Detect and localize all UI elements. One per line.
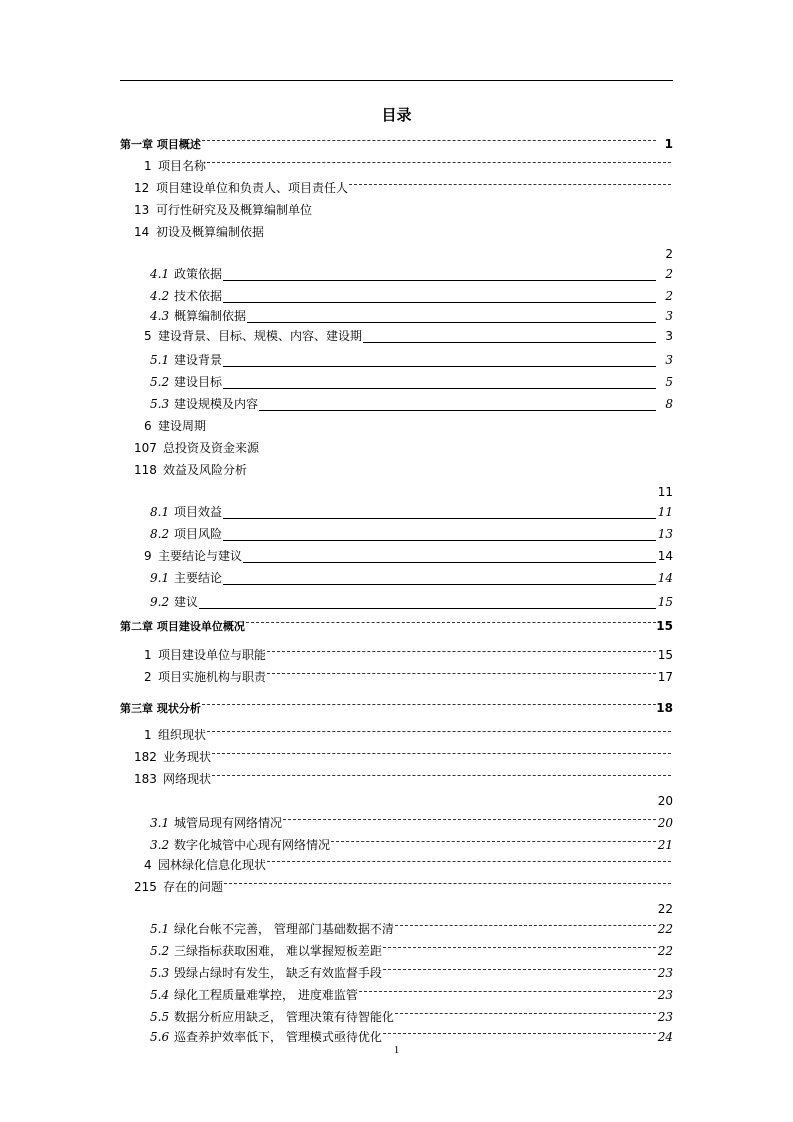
page-number: 20 bbox=[657, 794, 673, 808]
subsection-number: 8.1 bbox=[150, 505, 170, 519]
page-number: 8 bbox=[665, 397, 673, 411]
toc-row[interactable] bbox=[0, 570, 793, 587]
toc-row[interactable] bbox=[0, 462, 793, 479]
page-number: 14 bbox=[657, 549, 673, 563]
section-number: 6 bbox=[144, 419, 152, 433]
toc-row[interactable] bbox=[0, 793, 793, 810]
page-number: 15 bbox=[657, 595, 673, 609]
leader-line bbox=[246, 622, 656, 623]
page-number: 20 bbox=[657, 816, 673, 830]
page-number: 24 bbox=[657, 1030, 673, 1044]
leader-line bbox=[259, 410, 656, 411]
toc-row[interactable] bbox=[0, 288, 793, 305]
subsection-number: 5.2 bbox=[150, 375, 170, 389]
page-number: 14 bbox=[657, 571, 673, 585]
toc-row[interactable] bbox=[0, 418, 793, 435]
section-label: 建议 bbox=[174, 595, 199, 609]
toc-row[interactable] bbox=[0, 987, 793, 1004]
subsection-number: 5.1 bbox=[150, 922, 170, 936]
page-number: 11 bbox=[657, 485, 673, 499]
toc-row[interactable] bbox=[0, 352, 793, 369]
toc-row[interactable] bbox=[0, 837, 793, 854]
leader-line bbox=[199, 608, 656, 609]
leader-line bbox=[223, 518, 656, 519]
page-number: 11 bbox=[657, 505, 673, 519]
section-label: 概算编制依据 bbox=[174, 309, 247, 323]
page-number: 23 bbox=[657, 988, 673, 1002]
subsection-number: 5.1 bbox=[150, 353, 170, 367]
leader-line bbox=[383, 1033, 656, 1034]
section-label: 政策依据 bbox=[174, 267, 223, 281]
toc-row[interactable] bbox=[0, 224, 793, 241]
page-number: 17 bbox=[657, 670, 673, 684]
section-number: 2 bbox=[144, 670, 152, 684]
toc-row[interactable] bbox=[0, 266, 793, 283]
toc-row[interactable] bbox=[0, 857, 793, 874]
page-number: 15 bbox=[656, 619, 673, 633]
toc-row[interactable] bbox=[0, 965, 793, 982]
leader-line bbox=[331, 841, 656, 842]
section-label: 初设及概算编制依据 bbox=[156, 225, 265, 239]
toc-row[interactable] bbox=[0, 1009, 793, 1026]
section-number: 118 bbox=[134, 463, 157, 477]
page-number-footer: 1 bbox=[393, 1044, 400, 1056]
subsection-number: 5.3 bbox=[150, 397, 170, 411]
section-label: 建设背景 bbox=[174, 353, 223, 367]
toc-row[interactable] bbox=[0, 921, 793, 938]
page-number: 2 bbox=[665, 247, 673, 261]
subsection-number: 9.2 bbox=[150, 595, 170, 609]
subsection-number: 5.4 bbox=[150, 988, 170, 1002]
section-label: 绿化工程质量难掌控， 进度难监管 bbox=[174, 988, 358, 1002]
leader-line bbox=[247, 322, 656, 323]
subsection-number: 5.2 bbox=[150, 944, 170, 958]
section-label: 建设规模及内容 bbox=[174, 397, 259, 411]
leader-line bbox=[395, 1013, 656, 1014]
section-label: 技术依据 bbox=[174, 289, 223, 303]
toc-row[interactable] bbox=[0, 901, 793, 918]
leader-line bbox=[223, 584, 656, 585]
subsection-number: 5.6 bbox=[150, 1030, 170, 1044]
section-label: 绿化台帐不完善， 管理部门基础数据不清 bbox=[174, 922, 394, 936]
leader-line bbox=[212, 753, 671, 754]
section-number: 1 bbox=[144, 728, 152, 742]
header-rule bbox=[120, 80, 673, 81]
toc-row[interactable] bbox=[0, 180, 793, 197]
section-label: 园林绿化信息化现状 bbox=[158, 858, 267, 872]
subsection-number: 5.5 bbox=[150, 1010, 170, 1024]
chapter-label: 第二章 项目建设单位概况 bbox=[120, 620, 245, 633]
toc-row[interactable] bbox=[0, 879, 793, 896]
toc-row[interactable] bbox=[0, 202, 793, 219]
page-number: 1 bbox=[664, 137, 673, 151]
page-number: 21 bbox=[657, 838, 673, 852]
page-number: 3 bbox=[665, 353, 673, 367]
section-number: 4 bbox=[144, 858, 152, 872]
leader-line bbox=[395, 925, 656, 926]
leader-line bbox=[363, 342, 656, 343]
section-number: 5 bbox=[144, 329, 152, 343]
section-label: 毁绿占绿时有发生， 缺乏有效监督手段 bbox=[174, 966, 382, 980]
leader-line bbox=[223, 388, 656, 389]
section-number: 1 bbox=[144, 159, 152, 173]
leader-line bbox=[212, 775, 671, 776]
section-number: 12 bbox=[134, 181, 150, 195]
section-label: 三绿指标获取困难， 难以掌握短板差距 bbox=[174, 944, 382, 958]
toc-row[interactable] bbox=[0, 727, 793, 744]
page-number: 13 bbox=[657, 527, 673, 541]
leader-line bbox=[223, 540, 656, 541]
section-label: 存在的问题 bbox=[163, 880, 224, 894]
section-label: 项目实施机构与职责 bbox=[158, 670, 267, 684]
page-number: 22 bbox=[657, 922, 673, 936]
toc-row[interactable] bbox=[0, 618, 793, 635]
page-number: 3 bbox=[665, 309, 673, 323]
leader-line bbox=[267, 673, 656, 674]
section-label: 巡查养护效率低下， 管理模式亟待优化 bbox=[174, 1030, 382, 1044]
section-label: 建设目标 bbox=[174, 375, 223, 389]
section-label: 数据分析应用缺乏， 管理决策有待智能化 bbox=[174, 1010, 394, 1024]
toc-row[interactable] bbox=[0, 548, 793, 565]
section-label: 网络现状 bbox=[163, 772, 212, 786]
page-number: 15 bbox=[657, 648, 673, 662]
toc-row[interactable] bbox=[0, 484, 793, 501]
toc-row[interactable] bbox=[0, 308, 793, 325]
section-label: 数字化城管中心现有网络情况 bbox=[174, 838, 331, 852]
section-label: 建设背景、目标、规模、内容、建设期 bbox=[158, 329, 363, 343]
section-number: 107 bbox=[134, 441, 157, 455]
toc-row[interactable] bbox=[0, 771, 793, 788]
subsection-number: 9.1 bbox=[150, 571, 170, 585]
toc-row[interactable] bbox=[0, 396, 793, 413]
toc-row[interactable] bbox=[0, 158, 793, 175]
page-number: 22 bbox=[657, 944, 673, 958]
leader-line bbox=[243, 562, 656, 563]
page-number: 22 bbox=[657, 902, 673, 916]
subsection-number: 4.3 bbox=[150, 309, 170, 323]
subsection-number: 4.1 bbox=[150, 267, 170, 281]
leader-line bbox=[349, 184, 671, 185]
section-label: 组织现状 bbox=[158, 728, 207, 742]
page-number: 2 bbox=[665, 267, 673, 281]
section-number: 182 bbox=[134, 750, 157, 764]
toc-row[interactable] bbox=[0, 504, 793, 521]
leader-line bbox=[359, 991, 656, 992]
section-number: 13 bbox=[134, 203, 150, 217]
toc-row[interactable] bbox=[0, 647, 793, 664]
leader-line bbox=[383, 947, 656, 948]
page-number: 5 bbox=[665, 375, 673, 389]
section-label: 主要结论 bbox=[174, 571, 223, 585]
chapter-label: 第一章 项目概述 bbox=[120, 138, 201, 151]
leader-line bbox=[224, 883, 671, 884]
toc-row[interactable] bbox=[0, 669, 793, 686]
page-number: 23 bbox=[657, 1010, 673, 1024]
section-label: 主要结论与建议 bbox=[158, 549, 243, 563]
toc-row[interactable] bbox=[0, 749, 793, 766]
chapter-label: 第三章 现状分析 bbox=[120, 702, 201, 715]
leader-line bbox=[267, 651, 656, 652]
subsection-number: 3.1 bbox=[150, 816, 170, 830]
section-label: 效益及风险分析 bbox=[163, 463, 248, 477]
section-number: 14 bbox=[134, 225, 150, 239]
leader-line bbox=[383, 969, 656, 970]
subsection-number: 4.2 bbox=[150, 289, 170, 303]
section-number: 183 bbox=[134, 772, 157, 786]
section-number: 1 bbox=[144, 648, 152, 662]
leader-line bbox=[267, 861, 671, 862]
toc-row[interactable] bbox=[0, 440, 793, 457]
toc-row[interactable] bbox=[0, 246, 793, 263]
section-number: 9 bbox=[144, 549, 152, 563]
leader-line bbox=[207, 731, 671, 732]
toc-row[interactable] bbox=[0, 526, 793, 543]
section-label: 可行性研究及及概算编制单位 bbox=[156, 203, 313, 217]
section-label: 项目建设单位与职能 bbox=[158, 648, 267, 662]
section-number: 215 bbox=[134, 880, 157, 894]
section-label: 业务现状 bbox=[163, 750, 212, 764]
page-number: 3 bbox=[665, 329, 673, 343]
subsection-number: 3.2 bbox=[150, 838, 170, 852]
leader-line bbox=[202, 140, 656, 141]
section-label: 城管局现有网络情况 bbox=[174, 816, 283, 830]
toc-row[interactable] bbox=[0, 374, 793, 391]
section-label: 项目名称 bbox=[158, 159, 207, 173]
section-label: 项目风险 bbox=[174, 527, 223, 541]
toc-row[interactable] bbox=[0, 815, 793, 832]
section-label: 项目建设单位和负责人、项目责任人 bbox=[156, 181, 349, 195]
toc-row[interactable] bbox=[0, 328, 793, 345]
section-label: 项目效益 bbox=[174, 505, 223, 519]
leader-line bbox=[223, 302, 656, 303]
leader-line bbox=[207, 162, 671, 163]
page-number: 2 bbox=[665, 289, 673, 303]
section-label: 建设周期 bbox=[158, 419, 207, 433]
toc-row[interactable] bbox=[0, 136, 793, 153]
page-number: 18 bbox=[656, 701, 673, 715]
page-number: 23 bbox=[657, 966, 673, 980]
leader-line bbox=[223, 280, 656, 281]
section-label: 总投资及资金来源 bbox=[163, 441, 260, 455]
toc-row[interactable] bbox=[0, 700, 793, 717]
subsection-number: 5.3 bbox=[150, 966, 170, 980]
subsection-number: 8.2 bbox=[150, 527, 170, 541]
leader-line bbox=[283, 819, 656, 820]
toc-row[interactable] bbox=[0, 943, 793, 960]
toc-row[interactable] bbox=[0, 594, 793, 611]
leader-line bbox=[202, 704, 656, 705]
toc-title: 目录 bbox=[381, 106, 412, 124]
leader-line bbox=[223, 366, 656, 367]
